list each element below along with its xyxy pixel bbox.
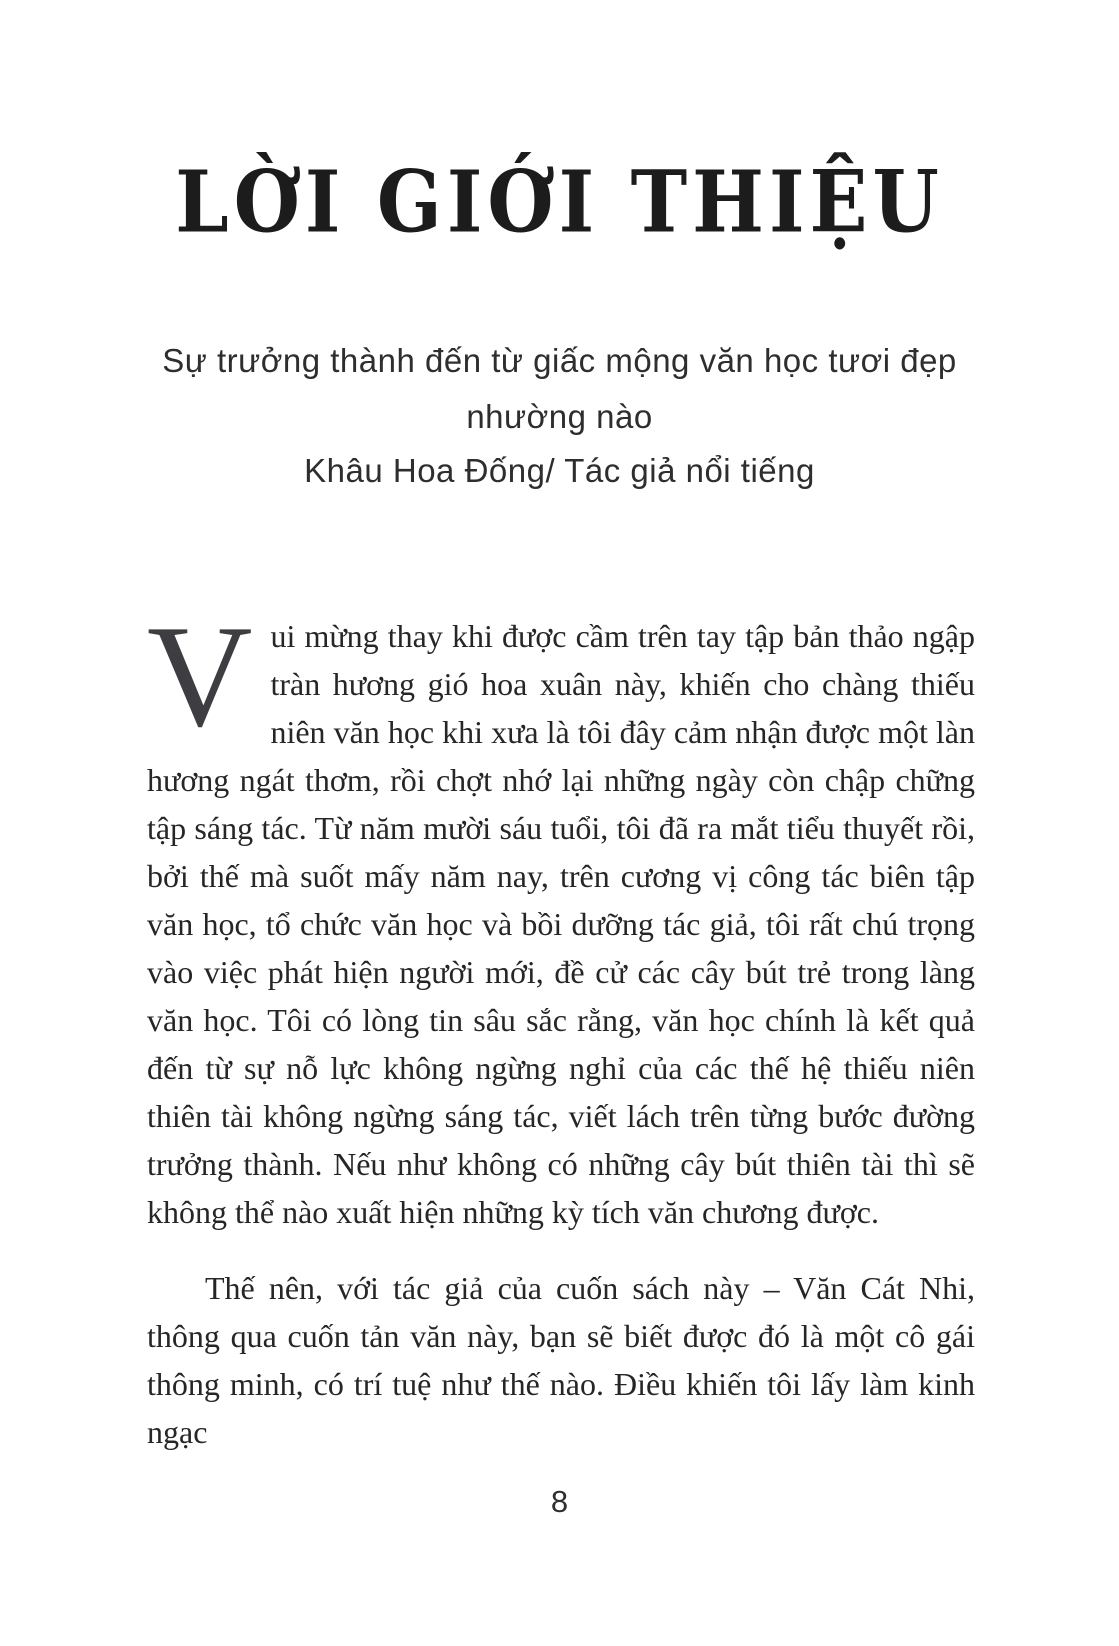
chapter-title: LỜI GIỚI THIỆU xyxy=(175,152,944,252)
drop-cap: V xyxy=(147,595,253,757)
page-number: 8 xyxy=(550,1484,569,1519)
chapter-subtitle-line-1: Sự trưởng thành đến từ giấc mộng văn học tươi đẹp xyxy=(162,342,957,379)
author-line: Khâu Hoa Đống/ Tác giả nổi tiếng xyxy=(304,452,815,489)
chapter-subtitle xyxy=(0,333,1119,445)
paragraph-1 xyxy=(147,595,975,1236)
chapter-subtitle-line-2: nhường nào xyxy=(466,398,653,435)
paragraph-1-text: ui mừng thay khi được cầm trên tay tập bản thảo ngập tràn hương gió hoa xuân này, khiến cho chàng thiếu niên văn học khi xưa là tôi đây cảm nhận được một làn hương ngát thơm, rồi chợt nhớ lại những ngày còn chập chững tập sáng tác. Từ năm mười sáu tuổi, tôi đã ra mắt tiểu thuyết rồi, bởi thế mà suốt mấy năm nay, trên cương vị công tác biên tập văn học, tổ chức văn học và bồi dưỡng tác giả, tôi rất chú trọng vào việc phát hiện người mới, đề cử các cây bút trẻ trong làng văn học. Tôi có lòng tin sâu sắc rằng, văn học chính là kết quả đến từ sự nỗ lực không ngừng nghỉ của các thế hệ thiếu niên thiên tài không ngừng sáng tác, viết lách trên từng bước đường trưởng thành. Nếu như không có những cây bút thiên tài thì sẽ không thể nào xuất hiện những kỳ tích văn chương được. xyxy=(147,618,975,1230)
body-text xyxy=(147,595,975,1456)
paragraph-2: Thế nên, với tác giả của cuốn sách này – Văn Cát Nhi, thông qua cuốn tản văn này, bạn sẽ biết được đó là một cô gái thông minh, có trí tuệ như thế nào. Điều khiến tôi lấy làm kinh ngạc xyxy=(147,1270,975,1450)
